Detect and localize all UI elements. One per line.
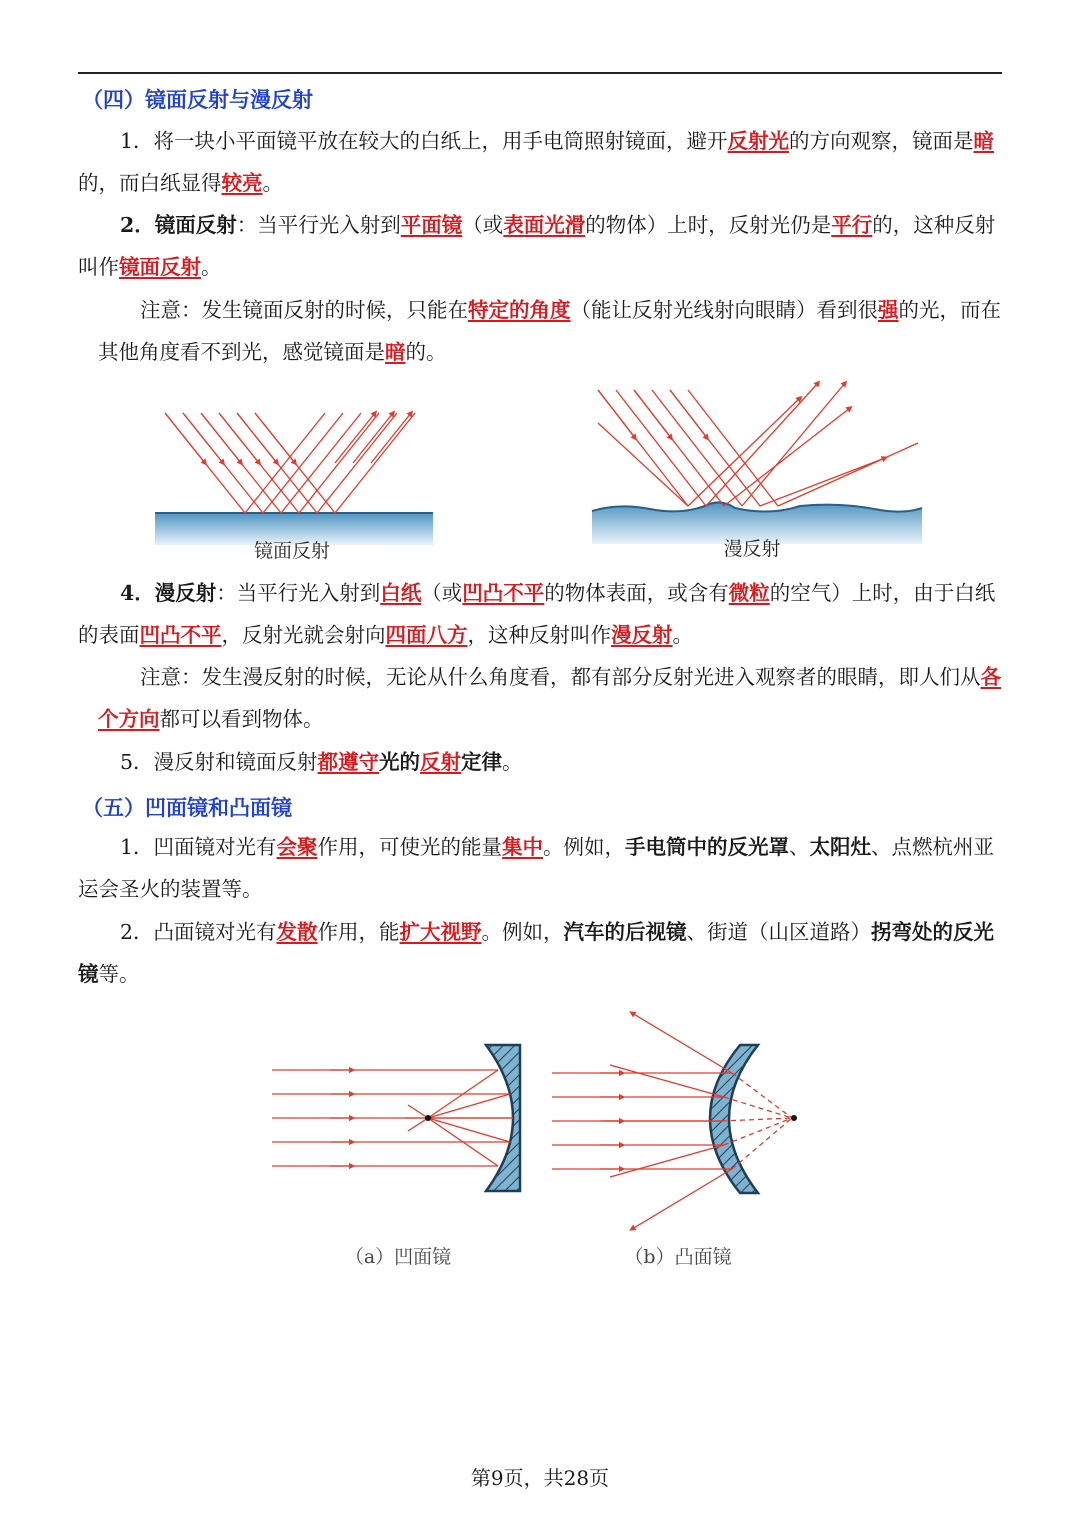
specular-rays (165, 413, 415, 513)
reflection-figure (0, 378, 1080, 578)
concave-rays (272, 1070, 513, 1166)
convex-mirror (710, 1045, 758, 1193)
note-specular: 注意：发生镜面反射的时候，只能在特定的角度（能让反射光线射向眼睛）看到很强的光，而在其他角度看不到光，感觉镜面是暗的。 (98, 298, 1001, 364)
page-footer: 第9页，共28页 (470, 1466, 610, 1490)
header-rule (78, 72, 1002, 74)
concave-caption: （a）凹面镜 (344, 1246, 452, 1268)
paragraph-5-1: 1．凹面镜对光有会聚作用，可使光的能量集中。例如，手电筒中的反光罩、太阳灶、点燃杭州亚运会圣火的装置等。 (78, 835, 995, 901)
paragraph-4-4: 4．漫反射：当平行光入射到白纸（或凹凸不平的物体表面，或含有微粒的空气）上时，由于白纸的表面凹凸不平，反射光就会射向四面八方，这种反射叫作漫反射。 (78, 581, 996, 647)
section-4-title: （四）镜面反射与漫反射 (82, 88, 313, 112)
section-5-title: （五）凹面镜和凸面镜 (82, 796, 292, 820)
paragraph-5-2: 2．凸面镜对光有发散作用，能扩大视野。例如，汽车的后视镜、街道（山区道路）拐弯处的反光镜等。 (78, 920, 995, 986)
convex-caption: （b）凸面镜 (624, 1246, 732, 1268)
paragraph-4-5: 5．漫反射和镜面反射都遵守光的反射定律。 (120, 750, 523, 774)
note-diffuse: 注意：发生漫反射的时候，无论从什么角度看，都有部分反射光进入观察者的眼睛，即人们从各个方向都可以看到物体。 (98, 665, 1001, 731)
curved-mirror-figure (0, 1005, 1080, 1285)
concave-focus (425, 1115, 431, 1121)
paragraph-4-1: 1．将一块小平面镜平放在较大的白纸上，用手电筒照射镜面，避开反射光的方向观察，镜面是暗的，而白纸显得较亮。 (78, 129, 995, 195)
diffuse-rays (598, 383, 918, 506)
convex-virtual-focus (791, 1115, 797, 1121)
specular-caption: 镜面反射 (253, 540, 331, 562)
diffuse-caption: 漫反射 (723, 538, 781, 560)
paragraph-4-2: 2．镜面反射：当平行光入射到平面镜（或表面光滑的物体）上时，反射光仍是平行的，这种反射叫作镜面反射。 (78, 213, 996, 279)
